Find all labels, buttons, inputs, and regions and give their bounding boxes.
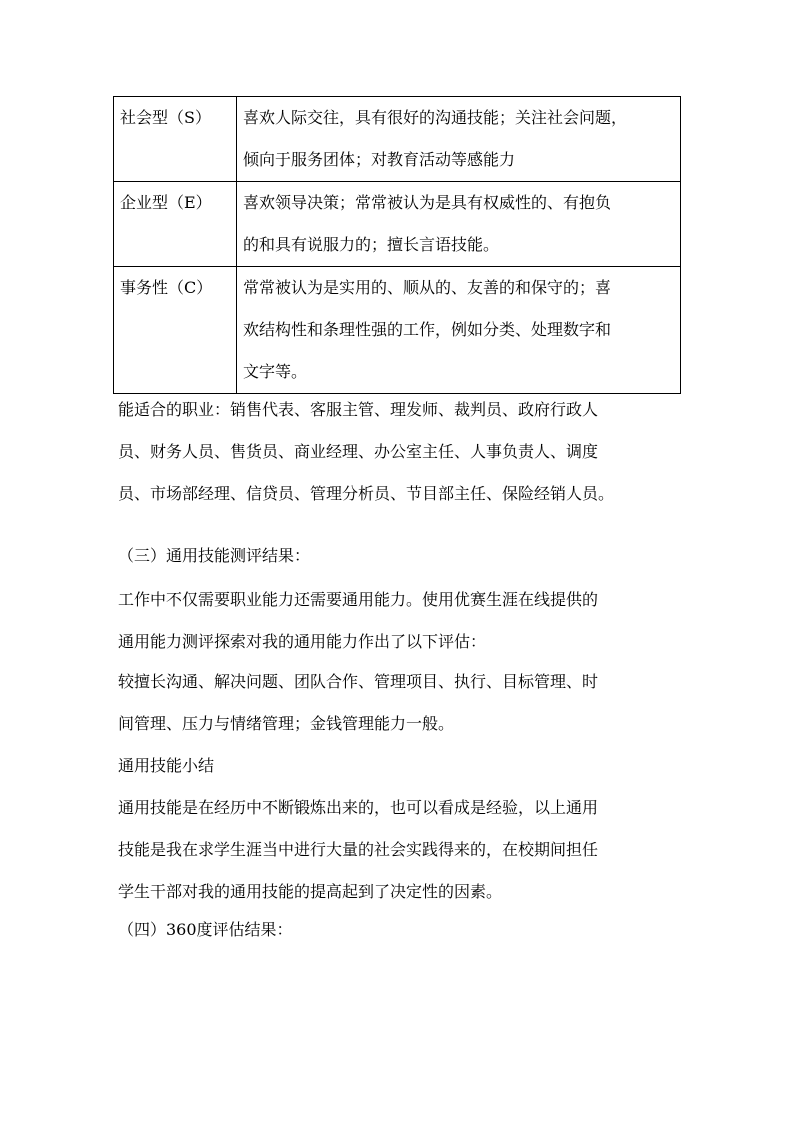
- general-ability-result-paragraph: [118, 668, 678, 752]
- heading-text: 通用技能小结: [118, 756, 215, 775]
- paragraph-line: 员、市场部经理、信贷员、管理分析员、节目部主任、保险经销人员。: [118, 484, 615, 503]
- description-line: 喜欢领导决策；常常被认为是具有权威性的、有抱负: [243, 193, 612, 212]
- paragraph-line: 员、财务人员、售货员、商业经理、办公室主任、人事负责人、调度: [118, 442, 599, 461]
- paragraph-line: 能适合的职业：销售代表、客服主管、理发师、裁判员、政府行政人: [118, 400, 599, 419]
- section-4-heading: [118, 916, 678, 958]
- description-line: 的和具有说服力的；擅长言语技能。: [243, 235, 500, 254]
- type-description-cell: [237, 97, 681, 182]
- paragraph-line: 通用能力测评探索对我的通用能力作出了以下评估：: [118, 632, 487, 651]
- general-ability-intro-paragraph: [118, 586, 678, 670]
- table-row: [114, 97, 681, 182]
- paragraph-line: 间管理、压力与情绪管理；金钱管理能力一般。: [118, 714, 455, 733]
- personality-type-table: [113, 96, 681, 394]
- general-skills-summary-paragraph: [118, 794, 678, 920]
- paragraph-line: 学生干部对我的通用技能的提高起到了决定性的因素。: [118, 882, 503, 901]
- type-description-cell: [237, 182, 681, 267]
- description-line: 常常被认为是实用的、顺从的、友善的和保守的；喜: [243, 278, 612, 297]
- section-3-heading: [118, 542, 678, 584]
- table-row: [114, 267, 681, 394]
- paragraph-line: 较擅长沟通、解决问题、团队合作、管理项目、执行、目标管理、时: [118, 672, 599, 691]
- type-description-cell: [237, 267, 681, 394]
- description-line: 文字等。: [243, 362, 308, 381]
- type-name-cell: 社会型（S）: [114, 97, 237, 182]
- suitable-jobs-paragraph: [118, 396, 678, 522]
- general-skills-summary-heading: [118, 752, 678, 794]
- paragraph-line: 工作中不仅需要职业能力还需要通用能力。使用优赛生涯在线提供的: [118, 590, 599, 609]
- type-name-cell: 企业型（E）: [114, 182, 237, 267]
- paragraph-line: 技能是我在求学生涯当中进行大量的社会实践得来的，在校期间担任: [118, 840, 599, 859]
- type-name-cell: 事务性（C）: [114, 267, 237, 394]
- paragraph-line: 通用技能是在经历中不断锻炼出来的，也可以看成是经验，以上通用: [118, 798, 599, 817]
- heading-text: （三）通用技能测评结果：: [118, 546, 311, 565]
- description-line: 喜欢人际交往，具有很好的沟通技能；关注社会问题，: [243, 108, 628, 127]
- table-row: [114, 182, 681, 267]
- description-line: 欢结构性和条理性强的工作，例如分类、处理数字和: [243, 320, 612, 339]
- description-line: 倾向于服务团体；对教育活动等感能力: [243, 150, 516, 169]
- heading-text: （四）360度评估结果：: [118, 920, 293, 939]
